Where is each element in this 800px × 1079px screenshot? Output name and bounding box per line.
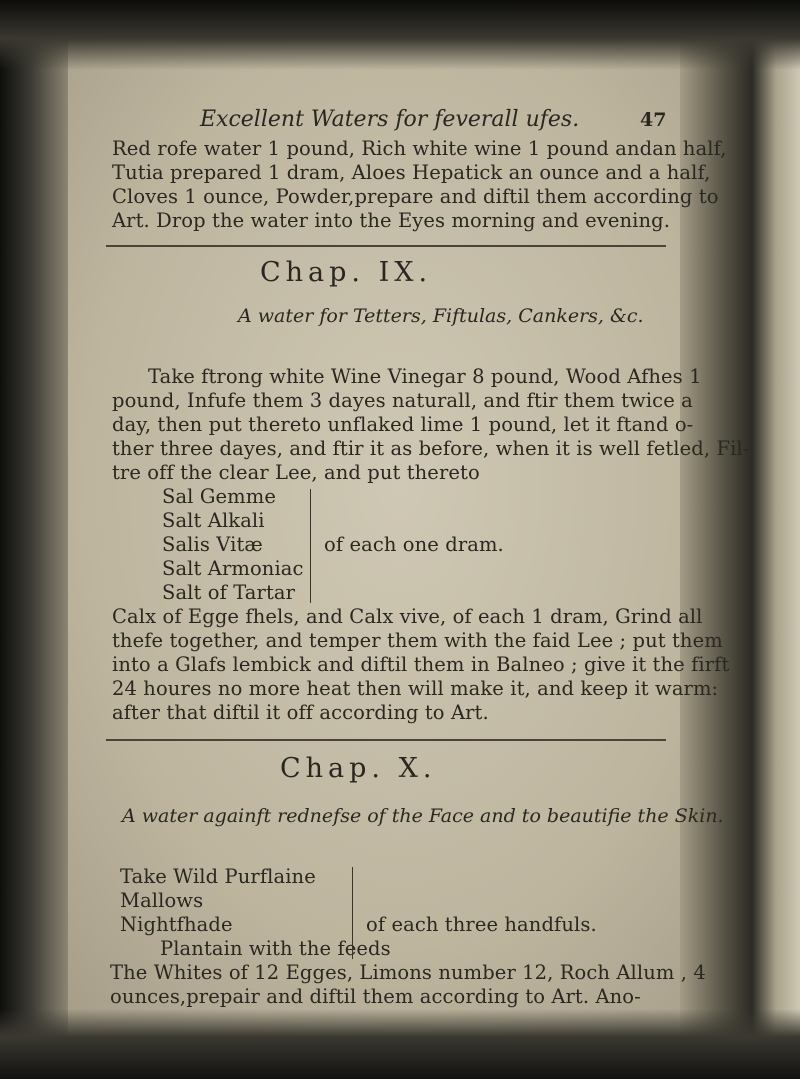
recipe-line: ther three dayes, and ftir it as before, when it is well fetled, Fil- bbox=[112, 437, 750, 460]
recipe-line: 24 houres no more heat then will make it, and keep it warm: bbox=[112, 677, 719, 700]
ingredient-item: Salis Vitæ bbox=[162, 533, 263, 556]
chapter-subtitle: A water for Tetters, Fiftulas, Cankers, &c. bbox=[238, 305, 644, 327]
section-rule bbox=[106, 739, 666, 741]
recipe-line: day, then put thereto unflaked lime 1 pound, let it ftand o- bbox=[112, 413, 694, 436]
ingredient-item: Mallows bbox=[120, 889, 204, 912]
recipe-line: after that diftil it off according to Art. bbox=[112, 701, 489, 724]
ingredient-item: Salt Armoniac bbox=[162, 557, 304, 580]
section-rule bbox=[106, 245, 666, 247]
scan-border-top bbox=[0, 0, 800, 70]
intro-line: Cloves 1 ounce, Powder,prepare and diftil them according to bbox=[112, 185, 719, 208]
recipe-line: pound, Infufe them 3 dayes naturall, and ftir them twice a bbox=[112, 389, 693, 412]
chapter-heading: Chap. IX. bbox=[260, 257, 433, 288]
ingredient-item: Plantain with the feeds bbox=[160, 937, 391, 960]
chapter-heading: Chap. X. bbox=[280, 753, 437, 784]
recipe-line: tre off the clear Lee, and put thereto bbox=[112, 461, 480, 484]
recipe-line: ounces,prepair and diftil them according to Art. Ano- bbox=[110, 985, 641, 1008]
ingredient-quantity: of each one dram. bbox=[324, 533, 504, 556]
ingredient-item: Nightfhade bbox=[120, 913, 233, 936]
page-content bbox=[110, 95, 750, 1025]
ingredient-quantity: of each three handfuls. bbox=[366, 913, 597, 936]
recipe-line: Take ftrong white Wine Vinegar 8 pound, Wood Afhes 1 bbox=[148, 365, 702, 388]
recipe-line: Calx of Egge fhels, and Calx vive, of each 1 dram, Grind all bbox=[112, 605, 703, 628]
recipe-line: thefe together, and temper them with the faid Lee ; put them bbox=[112, 629, 723, 652]
chapter-subtitle: A water againft rednefse of the Face and to beautifie the Skin. bbox=[122, 805, 724, 827]
intro-line: Red rofe water 1 pound, Rich white wine 1 pound andan half, bbox=[112, 137, 727, 160]
intro-line: Art. Drop the water into the Eyes morning and evening. bbox=[112, 209, 671, 232]
ingredient-item: Sal Gemme bbox=[162, 485, 276, 508]
recipe-line: The Whites of 12 Egges, Limons number 12, Roch Allum , 4 bbox=[110, 961, 706, 984]
running-head: Excellent Waters for feverall ufes. bbox=[200, 107, 580, 132]
recipe-line: into a Glafs lembick and diftil them in Balneo ; give it the firft bbox=[112, 653, 730, 676]
ingredient-item: Salt Alkali bbox=[162, 509, 265, 532]
intro-line: Tutia prepared 1 dram, Aloes Hepatick an ounce and a half, bbox=[112, 161, 711, 184]
binding-shadow-left bbox=[0, 0, 68, 1079]
page-number: 47 bbox=[640, 109, 667, 131]
ingredient-brace bbox=[310, 489, 311, 603]
ingredient-item: Salt of Tartar bbox=[162, 581, 296, 604]
ingredient-brace bbox=[352, 867, 353, 959]
recipe-line: Take Wild Purflaine bbox=[120, 865, 316, 888]
